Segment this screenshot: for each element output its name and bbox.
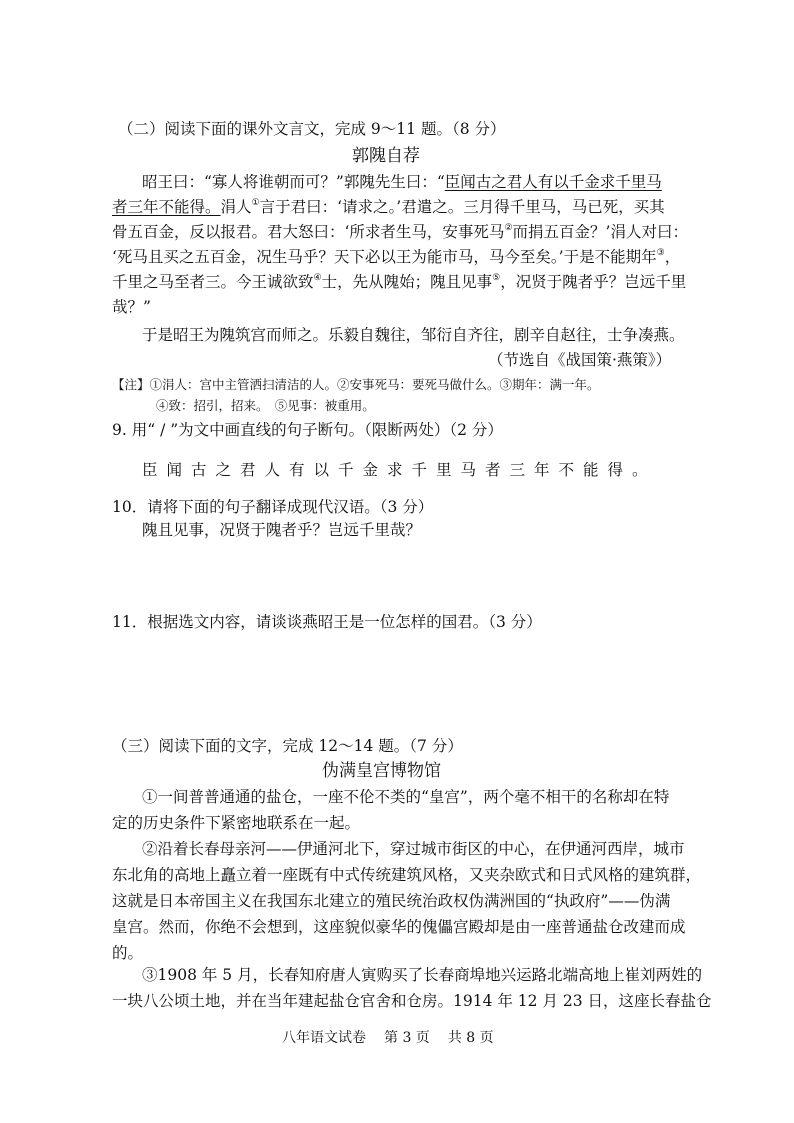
page-footer: [282, 1027, 494, 1047]
footnote-marker: ⑤: [492, 273, 501, 283]
article-line: 皇宫。然而，你绝不会想到，这座貌似豪华的傀儡宫殿却是由一座普通盐仓改建而成: [112, 918, 686, 936]
section2-heading: （二）阅读下面的课外文言文，完成 9～11 题。（8 分）: [118, 120, 506, 138]
passage-line: 于是昭王为隗筑宫而师之。乐毅自魏往，邹衍自齐往，剧辛自赵往，士争凑燕。: [142, 326, 685, 344]
question-11: 11．根据选文内容，请谈谈燕昭王是一位怎样的国君。（3 分）: [112, 613, 542, 631]
article-line: 这就是日本帝国主义在我国东北建立的殖民统治政权伪满洲国的“执政府”——伪满: [112, 892, 671, 910]
source-citation: （节选自《战国策·燕策》）: [488, 351, 672, 369]
passage-line: [112, 272, 686, 292]
passage-text: 士，先从隗始；隗且见事: [321, 273, 493, 291]
passage-text: 言于君曰：‘请求之。’君遣之。三月得千里马，马已死，买其: [259, 198, 665, 216]
question-9: 9. 用“ / ”为文中画直线的句子断句。（限断两处）（2 分）: [112, 421, 503, 439]
annotation-note: 【注】①涓人：宫中主管洒扫清洁的人。②安事死马：要死马做什么。③期年：满一年。: [112, 377, 600, 392]
question-9-sentence: 臣闻古之君人有以千金求千里马者三年不能得。: [142, 461, 657, 479]
article-line: ②沿着长春母亲河——伊通河北下，穿过城市街区的中心，在伊通河西岸，城市: [142, 840, 685, 858]
footnote-marker: ①: [251, 198, 260, 208]
footnote-marker: ②: [504, 223, 513, 233]
passage-text: ，: [664, 248, 681, 266]
passage-text: 昭王曰：“寡人将谁朝而可？”郭隗先生曰：“: [142, 173, 445, 191]
article-line: 东北角的高地上矗立着一座既有中式传统建筑风格，又夹杂欧式和日式风格的建筑群，: [112, 866, 702, 884]
passage-line: 哉？”: [112, 298, 151, 316]
article-line: ①一间普普通通的盐仓，一座不伦不类的“皇宫”，两个毫不相干的名称却在特: [142, 788, 670, 806]
question-10: 10．请将下面的句子翻译成现代汉语。（3 分）: [112, 498, 434, 516]
passage-text: 涓人: [220, 198, 252, 216]
passage-line: [142, 172, 662, 192]
article-line: 定的历史条件下紧密地联系在一起。: [112, 814, 361, 832]
footnote-marker: ③: [656, 248, 665, 258]
passage-text: 千里之马至者三。今王诚欲致: [112, 273, 314, 291]
annotation-note: ④致：招引，招来。 ⑤见事：被重用。: [156, 398, 375, 413]
section3-heading: （三）阅读下面的文字，完成 12～14 题。（7 分）: [112, 737, 463, 755]
total-pages: 共 8 页: [447, 1030, 494, 1046]
passage-text: ‘死马且买之五百金，况生马乎？天下必以王为能市马，马今至矣。’于是不能期年: [112, 248, 657, 266]
passage-text: 而捐五百金？’涓人对曰：: [512, 223, 688, 241]
question-10-sentence: 隗且见事，况贤于隗者乎？岂远千里哉？: [142, 521, 422, 539]
underlined-sentence: 臣闻古之君人有以千金求千里马: [444, 173, 662, 191]
passage-text: ，况贤于隗者乎？岂远千里: [500, 273, 687, 291]
footnote-marker: ④: [313, 273, 322, 283]
article-title: 伪满皇宫博物馆: [322, 761, 441, 781]
passage-line: [112, 197, 665, 217]
article-line: 的。: [112, 944, 144, 962]
article-line: ③1908 年 5 月，长春知府唐人寅购买了长春商埠地兴运路北端高地上崔刘两姓的: [142, 966, 703, 984]
page-number: 第 3 页: [384, 1030, 430, 1046]
article-line: 一块八公顷土地，并在当年建起盐仓官舍和仓房。1914 年 12 月 23 日，这座长春盐仓: [112, 992, 712, 1010]
passage-text: 骨五百金，反以报君。君大怒曰：‘所求者生马，安事死马: [112, 223, 505, 241]
exam-name: 八年语文试卷: [282, 1030, 366, 1046]
passage-line: [112, 222, 688, 242]
underlined-sentence: 者三年不能得。: [112, 198, 221, 216]
passage-line: [112, 247, 680, 267]
passage-title: 郭隗自荐: [352, 146, 420, 166]
